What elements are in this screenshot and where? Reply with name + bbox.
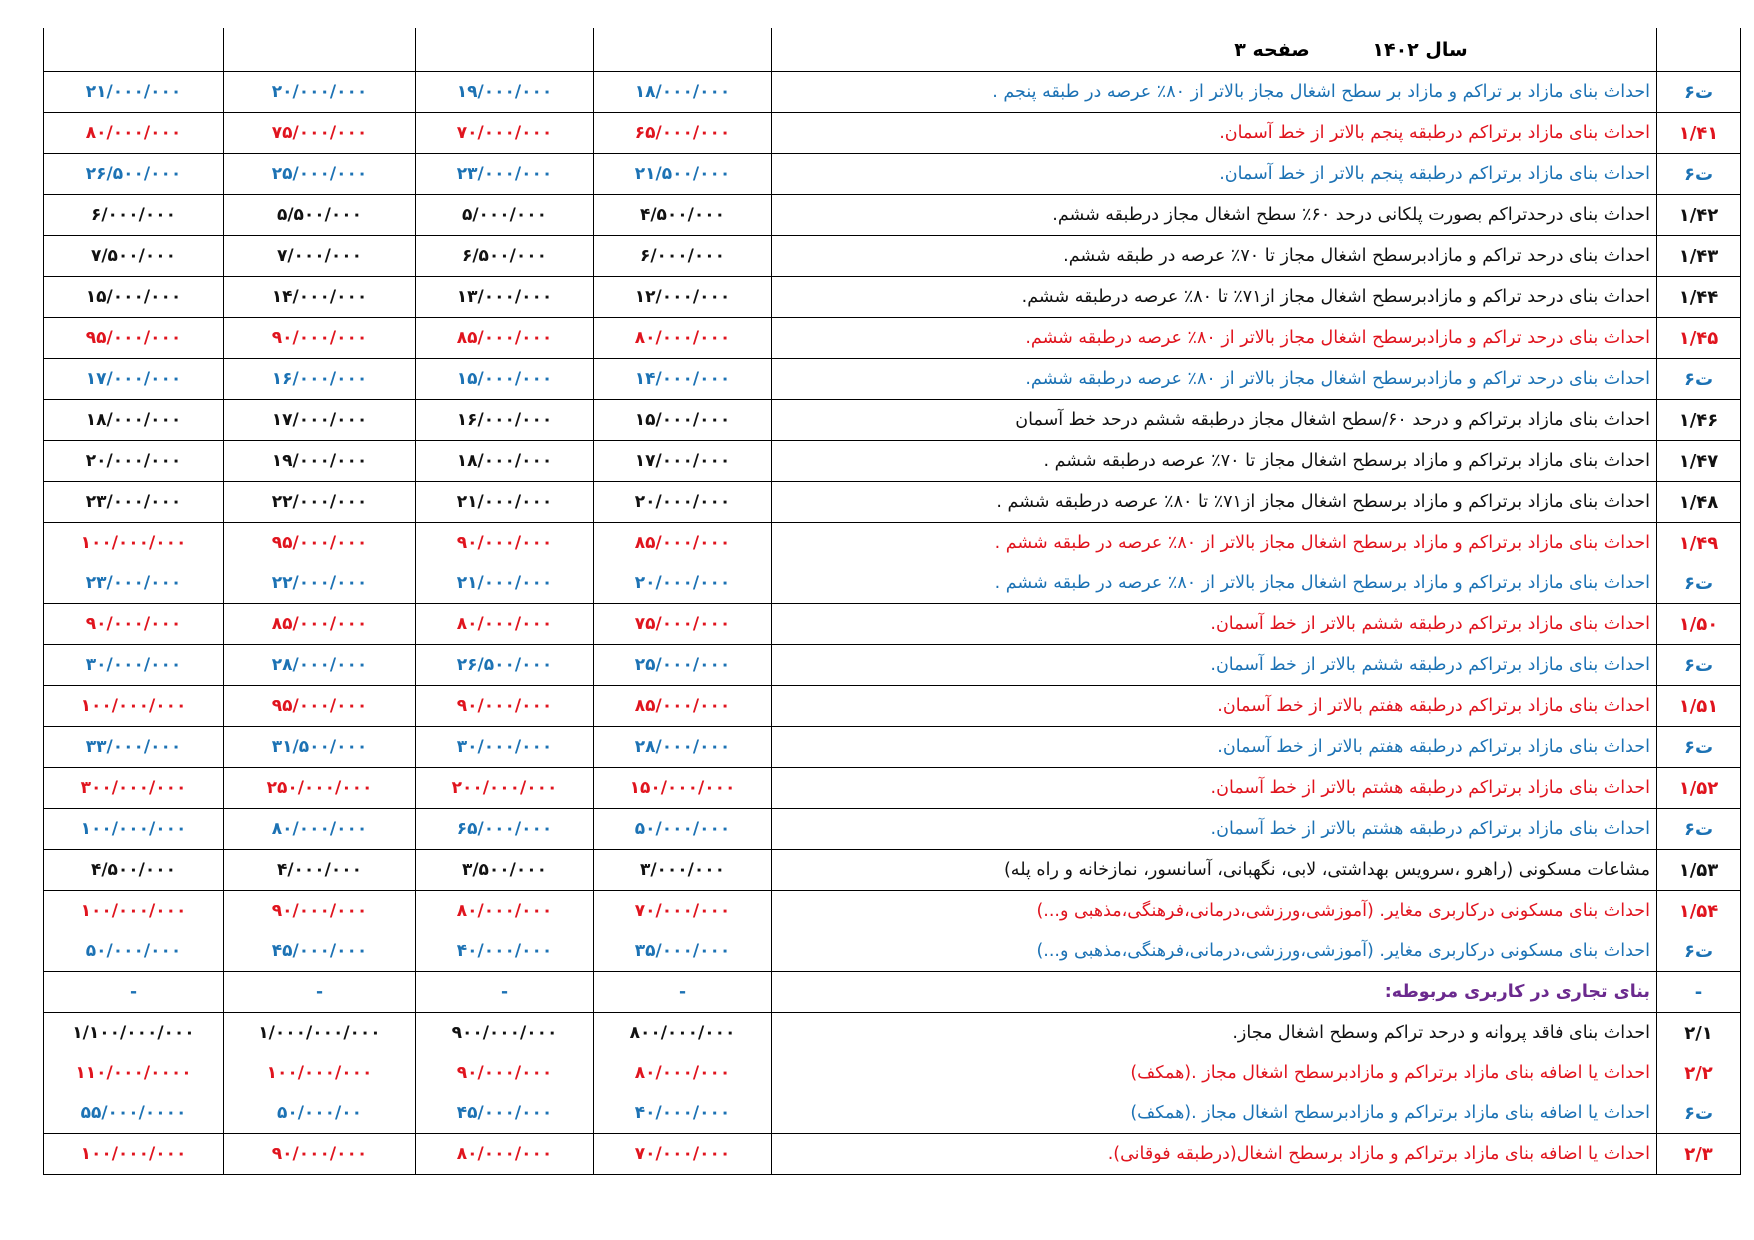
price-col-1: ۲۱/۵۰۰/۰۰۰: [594, 154, 772, 195]
code-cell: ۱/۴۳: [1657, 236, 1741, 277]
table-row: [44, 113, 1741, 154]
price-col-2: ۳/۵۰۰/۰۰۰: [416, 850, 594, 891]
table-row: [44, 727, 1741, 768]
price-col-2: ۱۸/۰۰۰/۰۰۰: [416, 441, 594, 482]
price-col-2: ۸۰/۰۰۰/۰۰۰: [416, 891, 594, 932]
price-col-4: ۱۰۰/۰۰۰/۰۰۰: [44, 686, 224, 727]
price-col-1: ۲۰/۰۰۰/۰۰۰: [594, 563, 772, 604]
description-cell: احداث بنای مسکونی درکاربری مغایر. (آموزشی،ورزشی،درمانی،فرهنگی،مذهبی و...): [772, 931, 1657, 972]
price-col-3: ۱/۰۰۰/۰۰۰/۰۰۰: [224, 1013, 416, 1054]
price-col-2: ۱۵/۰۰۰/۰۰۰: [416, 359, 594, 400]
price-col-4: ۹۰/۰۰۰/۰۰۰: [44, 604, 224, 645]
code-cell: ۲/۲: [1657, 1053, 1741, 1093]
table-row: [44, 1134, 1741, 1175]
price-col-2: ۱۹/۰۰۰/۰۰۰: [416, 72, 594, 113]
price-col-3: ۹۰/۰۰۰/۰۰۰: [224, 891, 416, 932]
table-row: [44, 154, 1741, 195]
code-cell: ت۶: [1657, 645, 1741, 686]
code-cell: ۲/۳: [1657, 1134, 1741, 1175]
code-cell: ۱/۵۴: [1657, 891, 1741, 932]
price-col-2: ۲۰۰/۰۰۰/۰۰۰: [416, 768, 594, 809]
price-col-4: ۷/۵۰۰/۰۰۰: [44, 236, 224, 277]
code-cell: ت۶: [1657, 727, 1741, 768]
header-title-cell: [772, 28, 1657, 72]
page-label: صفحه ۳: [1234, 38, 1310, 61]
price-col-4: ۱۷/۰۰۰/۰۰۰: [44, 359, 224, 400]
price-col-2: ۴۰/۰۰۰/۰۰۰: [416, 931, 594, 972]
description-cell: احداث بنای درحد تراکم و مازادبرسطح اشغال مجاز از۷۱٪ تا ۸۰٪ عرصه درطبقه ششم.: [772, 277, 1657, 318]
table-row: [44, 563, 1741, 604]
price-col-4: ۱۰۰/۰۰۰/۰۰۰: [44, 523, 224, 564]
table-row: [44, 931, 1741, 972]
price-col-4: -: [44, 972, 224, 1013]
table-row: [44, 768, 1741, 809]
price-col-3: ۱۶/۰۰۰/۰۰۰: [224, 359, 416, 400]
price-col-3: ۹۰/۰۰۰/۰۰۰: [224, 318, 416, 359]
description-cell: احداث بنای درحد تراکم و مازادبرسطح اشغال مجاز بالاتر از ۸۰٪ عرصه درطبقه ششم.: [772, 318, 1657, 359]
price-col-3: ۹۰/۰۰۰/۰۰۰: [224, 1134, 416, 1175]
description-cell: احداث بنای درحد تراکم و مازادبرسطح اشغال مجاز بالاتر از ۸۰٪ عرصه درطبقه ششم.: [772, 359, 1657, 400]
price-col-2: ۸۰/۰۰۰/۰۰۰: [416, 604, 594, 645]
table-row: [44, 359, 1741, 400]
price-col-4: ۴/۵۰۰/۰۰۰: [44, 850, 224, 891]
year-label: سال ۱۴۰۲: [1372, 38, 1468, 61]
table-row: [44, 604, 1741, 645]
price-col-4: ۱۰۰/۰۰۰/۰۰۰: [44, 809, 224, 850]
price-col-1: ۸۵/۰۰۰/۰۰۰: [594, 686, 772, 727]
description-cell: احداث بنای مازاد برتراکم و مازاد برسطح اشغال مجاز تا ۷۰٪ عرصه درطبقه ششم .: [772, 441, 1657, 482]
price-col-2: ۲۶/۵۰۰/۰۰۰: [416, 645, 594, 686]
price-col-2: ۴۵/۰۰۰/۰۰۰: [416, 1093, 594, 1134]
price-col-3: ۷۵/۰۰۰/۰۰۰: [224, 113, 416, 154]
price-col-1: ۲۰/۰۰۰/۰۰۰: [594, 482, 772, 523]
price-col-4: ۲۶/۵۰۰/۰۰۰: [44, 154, 224, 195]
code-cell: ۱/۴۱: [1657, 113, 1741, 154]
table-row: [44, 891, 1741, 932]
price-col-2: ۲۱/۰۰۰/۰۰۰: [416, 563, 594, 604]
price-col-1: ۱۷/۰۰۰/۰۰۰: [594, 441, 772, 482]
price-col-4: ۹۵/۰۰۰/۰۰۰: [44, 318, 224, 359]
price-col-3: ۲۰/۰۰۰/۰۰۰: [224, 72, 416, 113]
code-cell: ۱/۴۸: [1657, 482, 1741, 523]
code-cell: ت۶: [1657, 931, 1741, 972]
table-row: [44, 523, 1741, 564]
code-cell: ۱/۴۲: [1657, 195, 1741, 236]
description-cell: احداث بنای فاقد پروانه و درحد تراکم وسطح اشغال مجاز.: [772, 1013, 1657, 1054]
price-col-3: ۴۵/۰۰۰/۰۰۰: [224, 931, 416, 972]
price-col-1: -: [594, 972, 772, 1013]
header-cell: [416, 28, 594, 72]
price-col-4: ۵۰/۰۰۰/۰۰۰: [44, 931, 224, 972]
price-col-4: ۵۵/۰۰۰/۰۰۰۰: [44, 1093, 224, 1134]
code-cell: ۱/۵۱: [1657, 686, 1741, 727]
price-col-2: ۶۵/۰۰۰/۰۰۰: [416, 809, 594, 850]
description-cell: احداث بنای درحد تراکم و مازادبرسطح اشغال مجاز تا ۷۰٪ عرصه در طبقه ششم.: [772, 236, 1657, 277]
price-col-2: -: [416, 972, 594, 1013]
price-col-1: ۱۵/۰۰۰/۰۰۰: [594, 400, 772, 441]
price-col-3: ۳۱/۵۰۰/۰۰۰: [224, 727, 416, 768]
price-col-4: ۱۱۰/۰۰۰/۰۰۰۰: [44, 1053, 224, 1093]
table-row: [44, 1093, 1741, 1134]
table-row: [44, 482, 1741, 523]
price-col-3: ۸۵/۰۰۰/۰۰۰: [224, 604, 416, 645]
price-col-4: ۱۸/۰۰۰/۰۰۰: [44, 400, 224, 441]
table-row: [44, 441, 1741, 482]
price-col-2: ۱۶/۰۰۰/۰۰۰: [416, 400, 594, 441]
price-col-3: ۱۰۰/۰۰۰/۰۰۰: [224, 1053, 416, 1093]
price-col-1: ۶۵/۰۰۰/۰۰۰: [594, 113, 772, 154]
description-cell: احداث بنای مازاد برتراکم درطبقه پنجم بالاتر از خط آسمان.: [772, 154, 1657, 195]
price-col-2: ۸۰/۰۰۰/۰۰۰: [416, 1134, 594, 1175]
table-row: [44, 195, 1741, 236]
price-col-1: ۴/۵۰۰/۰۰۰: [594, 195, 772, 236]
table-row: [44, 72, 1741, 113]
price-col-3: ۱۷/۰۰۰/۰۰۰: [224, 400, 416, 441]
code-cell: ۱/۵۲: [1657, 768, 1741, 809]
price-col-1: ۷۰/۰۰۰/۰۰۰: [594, 891, 772, 932]
price-col-1: ۳۵/۰۰۰/۰۰۰: [594, 931, 772, 972]
description-cell: احداث بنای مازاد برتراکم درطبقه هفتم بالاتر از خط آسمان.: [772, 727, 1657, 768]
description-cell: احداث بنای مازاد برتراکم و مازاد برسطح اشغال مجاز بالاتر از ۸۰٪ عرصه در طبقه ششم .: [772, 523, 1657, 564]
description-cell: احداث یا اضافه بنای مازاد برتراکم و مازاد برسطح اشغال(درطبقه فوقانی).: [772, 1134, 1657, 1175]
price-col-4: ۱۰۰/۰۰۰/۰۰۰: [44, 891, 224, 932]
price-col-3: -: [224, 972, 416, 1013]
price-col-1: ۸۰/۰۰۰/۰۰۰: [594, 318, 772, 359]
code-cell: ت۶: [1657, 1093, 1741, 1134]
price-col-1: ۲۸/۰۰۰/۰۰۰: [594, 727, 772, 768]
price-col-3: ۲۵/۰۰۰/۰۰۰: [224, 154, 416, 195]
table-row: [44, 236, 1741, 277]
code-cell: ۱/۴۵: [1657, 318, 1741, 359]
price-col-4: ۲۳/۰۰۰/۰۰۰: [44, 563, 224, 604]
description-cell: احداث بنای مازاد برتراکم و درحد ۶۰/سطح اشغال مجاز درطبقه ششم درحد خط آسمان: [772, 400, 1657, 441]
code-cell: ۱/۵۳: [1657, 850, 1741, 891]
header-cell: [44, 28, 224, 72]
price-col-1: ۸۵/۰۰۰/۰۰۰: [594, 523, 772, 564]
price-col-4: ۳۳/۰۰۰/۰۰۰: [44, 727, 224, 768]
price-col-2: ۲۱/۰۰۰/۰۰۰: [416, 482, 594, 523]
table-row: [44, 686, 1741, 727]
table-row: [44, 645, 1741, 686]
price-col-4: ۲۱/۰۰۰/۰۰۰: [44, 72, 224, 113]
price-col-2: ۱۳/۰۰۰/۰۰۰: [416, 277, 594, 318]
code-cell: ت۶: [1657, 154, 1741, 195]
price-col-4: ۲۰/۰۰۰/۰۰۰: [44, 441, 224, 482]
price-col-1: ۱۸/۰۰۰/۰۰۰: [594, 72, 772, 113]
price-col-4: ۸۰/۰۰۰/۰۰۰: [44, 113, 224, 154]
price-col-4: ۱۵/۰۰۰/۰۰۰: [44, 277, 224, 318]
price-col-2: ۷۰/۰۰۰/۰۰۰: [416, 113, 594, 154]
price-col-3: ۵/۵۰۰/۰۰۰: [224, 195, 416, 236]
code-cell: ۱/۵۰: [1657, 604, 1741, 645]
tariff-sheet: [43, 28, 1740, 1175]
description-cell: احداث بنای مازاد برتراکم درطبقه پنجم بالاتر از خط آسمان.: [772, 113, 1657, 154]
price-col-4: ۲۳/۰۰۰/۰۰۰: [44, 482, 224, 523]
description-cell: احداث بنای مازاد برتراکم درطبقه ششم بالاتر از خط آسمان.: [772, 645, 1657, 686]
description-cell: احداث بنای درحدتراکم بصورت پلکانی درحد ۶۰٪ سطح اشغال مجاز درطبقه ششم.: [772, 195, 1657, 236]
price-col-1: ۴۰/۰۰۰/۰۰۰: [594, 1093, 772, 1134]
code-cell: ت۶: [1657, 809, 1741, 850]
price-col-1: ۸۰۰/۰۰۰/۰۰۰: [594, 1013, 772, 1054]
description-cell: بنای تجاری در کاربری مربوطه:: [772, 972, 1657, 1013]
price-col-1: ۱۵۰/۰۰۰/۰۰۰: [594, 768, 772, 809]
price-col-3: ۱۴/۰۰۰/۰۰۰: [224, 277, 416, 318]
price-col-3: ۹۵/۰۰۰/۰۰۰: [224, 686, 416, 727]
description-cell: مشاعات مسکونی (راهرو ،سرویس بهداشتی، لابی، نگهبانی، آسانسور، نمازخانه و راه پله): [772, 850, 1657, 891]
price-col-2: ۶/۵۰۰/۰۰۰: [416, 236, 594, 277]
table-row: [44, 850, 1741, 891]
code-cell: ت۶: [1657, 359, 1741, 400]
header-row: [44, 28, 1741, 72]
description-cell: احداث بنای مازاد برتراکم و مازاد برسطح اشغال مجاز از۷۱٪ تا ۸۰٪ عرصه درطبقه ششم .: [772, 482, 1657, 523]
code-cell: -: [1657, 972, 1741, 1013]
price-col-3: ۲۲/۰۰۰/۰۰۰: [224, 482, 416, 523]
code-cell: ۱/۴۷: [1657, 441, 1741, 482]
table-row: [44, 277, 1741, 318]
price-col-3: ۱۹/۰۰۰/۰۰۰: [224, 441, 416, 482]
price-col-2: ۹۰۰/۰۰۰/۰۰۰: [416, 1013, 594, 1054]
header-cell: [1657, 28, 1741, 72]
table-row: [44, 972, 1741, 1013]
tariff-table: [43, 28, 1741, 1175]
table-row: [44, 318, 1741, 359]
code-cell: ۲/۱: [1657, 1013, 1741, 1054]
price-col-1: ۵۰/۰۰۰/۰۰۰: [594, 809, 772, 850]
price-col-1: ۱۲/۰۰۰/۰۰۰: [594, 277, 772, 318]
description-cell: احداث بنای مسکونی درکاربری مغایر. (آموزشی،ورزشی،درمانی،فرهنگی،مذهبی و...): [772, 891, 1657, 932]
table-row: [44, 1013, 1741, 1054]
price-col-4: ۳۰/۰۰۰/۰۰۰: [44, 645, 224, 686]
price-col-4: ۳۰۰/۰۰۰/۰۰۰: [44, 768, 224, 809]
code-cell: ت۶: [1657, 563, 1741, 604]
price-col-3: ۵۰/۰۰۰/۰۰: [224, 1093, 416, 1134]
table-row: [44, 1053, 1741, 1093]
price-col-4: ۱۰۰/۰۰۰/۰۰۰: [44, 1134, 224, 1175]
price-col-3: ۹۵/۰۰۰/۰۰۰: [224, 523, 416, 564]
description-cell: احداث یا اضافه بنای مازاد برتراکم و مازادبرسطح اشغال مجاز .(همکف): [772, 1093, 1657, 1134]
price-col-1: ۱۴/۰۰۰/۰۰۰: [594, 359, 772, 400]
table-row: [44, 809, 1741, 850]
price-col-3: ۲۲/۰۰۰/۰۰۰: [224, 563, 416, 604]
code-cell: ۱/۴۴: [1657, 277, 1741, 318]
code-cell: ۱/۴۹: [1657, 523, 1741, 564]
price-col-2: ۲۳/۰۰۰/۰۰۰: [416, 154, 594, 195]
price-col-3: ۲۵۰/۰۰۰/۰۰۰: [224, 768, 416, 809]
price-col-2: ۹۰/۰۰۰/۰۰۰: [416, 1053, 594, 1093]
code-cell: ۱/۴۶: [1657, 400, 1741, 441]
price-col-2: ۳۰/۰۰۰/۰۰۰: [416, 727, 594, 768]
price-col-1: ۳/۰۰۰/۰۰۰: [594, 850, 772, 891]
description-cell: احداث بنای مازاد برتراکم درطبقه ششم بالاتر از خط آسمان.: [772, 604, 1657, 645]
description-cell: احداث بنای مازاد برتراکم درطبقه هفتم بالاتر از خط آسمان.: [772, 686, 1657, 727]
price-col-2: ۸۵/۰۰۰/۰۰۰: [416, 318, 594, 359]
price-col-1: ۷۵/۰۰۰/۰۰۰: [594, 604, 772, 645]
header-cell: [594, 28, 772, 72]
description-cell: احداث بنای مازاد برتراکم درطبقه هشتم بالاتر از خط آسمان.: [772, 809, 1657, 850]
price-col-4: ۱/۱۰۰/۰۰۰/۰۰۰: [44, 1013, 224, 1054]
price-col-2: ۵/۰۰۰/۰۰۰: [416, 195, 594, 236]
description-cell: احداث بنای مازاد برتراکم و مازاد برسطح اشغال مجاز بالاتر از ۸۰٪ عرصه در طبقه ششم .: [772, 563, 1657, 604]
price-col-2: ۹۰/۰۰۰/۰۰۰: [416, 686, 594, 727]
description-cell: احداث بنای مازاد بر تراکم و مازاد بر سطح اشغال مجاز بالاتر از ۸۰٪ عرصه در طبقه پنجم .: [772, 72, 1657, 113]
price-col-1: ۶/۰۰۰/۰۰۰: [594, 236, 772, 277]
price-col-1: ۸۰/۰۰۰/۰۰۰: [594, 1053, 772, 1093]
description-cell: احداث یا اضافه بنای مازاد برتراکم و مازادبرسطح اشغال مجاز .(همکف): [772, 1053, 1657, 1093]
price-col-1: ۷۰/۰۰۰/۰۰۰: [594, 1134, 772, 1175]
price-col-4: ۶/۰۰۰/۰۰۰: [44, 195, 224, 236]
price-col-3: ۲۸/۰۰۰/۰۰۰: [224, 645, 416, 686]
description-cell: احداث بنای مازاد برتراکم درطبقه هشتم بالاتر از خط آسمان.: [772, 768, 1657, 809]
price-col-3: ۸۰/۰۰۰/۰۰۰: [224, 809, 416, 850]
price-col-1: ۲۵/۰۰۰/۰۰۰: [594, 645, 772, 686]
price-col-3: ۴/۰۰۰/۰۰۰: [224, 850, 416, 891]
code-cell: ت۶: [1657, 72, 1741, 113]
price-col-2: ۹۰/۰۰۰/۰۰۰: [416, 523, 594, 564]
table-row: [44, 400, 1741, 441]
price-col-3: ۷/۰۰۰/۰۰۰: [224, 236, 416, 277]
header-cell: [224, 28, 416, 72]
